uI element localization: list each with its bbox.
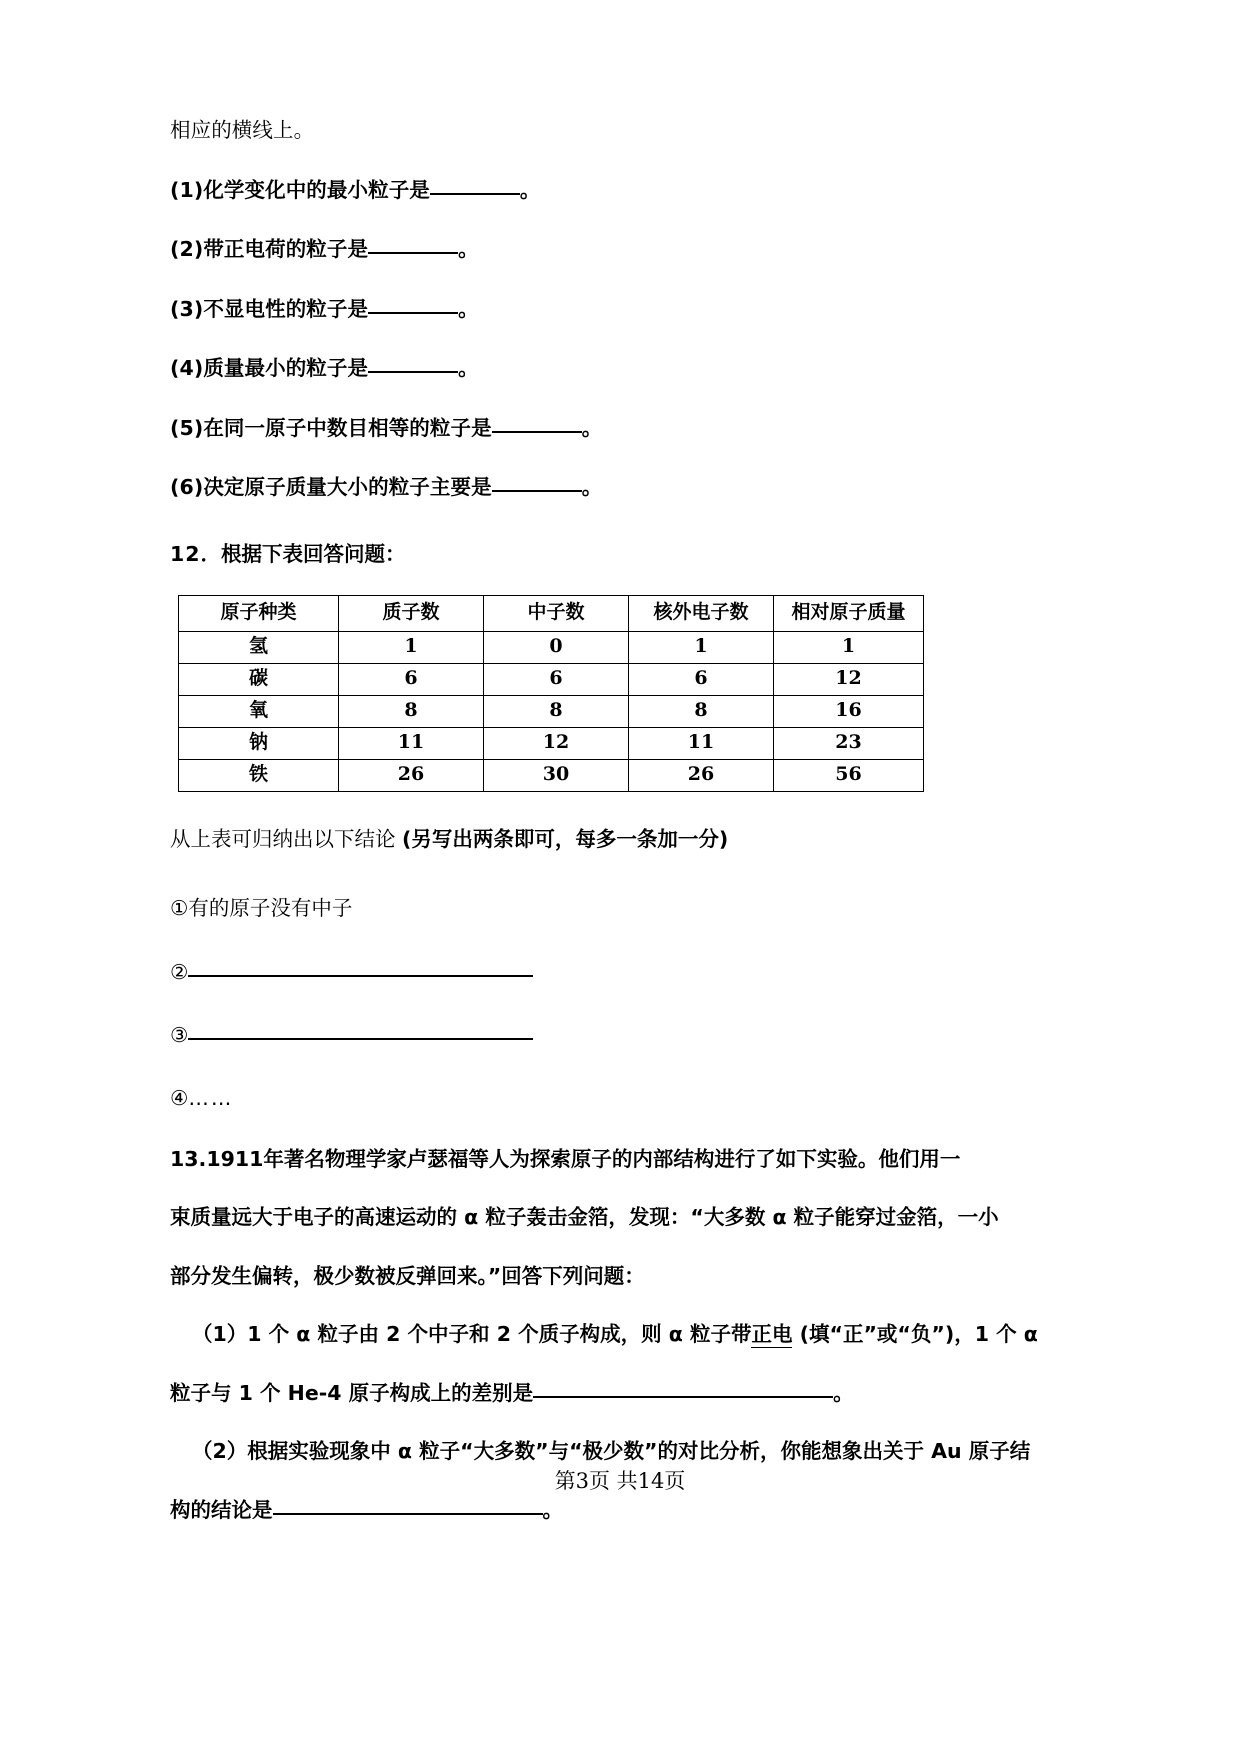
answer-blank-4[interactable]	[368, 371, 458, 373]
sub2-label: （2）	[192, 1439, 248, 1463]
answer-blank-13-1[interactable]	[533, 1396, 833, 1398]
atom-properties-table	[178, 595, 924, 792]
question-13-sub-1-line-2	[170, 1380, 1090, 1405]
fill-item-6-tail: 。	[581, 475, 603, 499]
sub1-label: （1）	[192, 1322, 248, 1346]
table-header-cell: 相对原子质量	[774, 595, 924, 631]
table-cell: 8	[629, 695, 774, 727]
table-header-row	[179, 595, 924, 631]
question-13-sub-2-line-2	[170, 1497, 1090, 1522]
conclusion-item-3	[170, 1023, 1090, 1047]
table-cell: 11	[339, 727, 484, 759]
fill-item-5	[170, 415, 1090, 440]
sub1-line2-text: 粒子与 1 个 He-4 原子构成上的差别是	[170, 1380, 534, 1405]
table-cell: 6	[629, 663, 774, 695]
table-cell: 30	[484, 759, 629, 791]
conclusion-item-3-marker: ③	[170, 1022, 189, 1047]
table-cell: 0	[484, 631, 629, 663]
answer-blank-13-2[interactable]	[273, 1513, 543, 1515]
table-cell: 56	[774, 759, 924, 791]
intro-line: 相应的横线上。	[170, 118, 315, 142]
fill-item-3-label: (3)	[170, 296, 204, 321]
question-13-sub-1	[170, 1324, 1090, 1345]
table-header-cell: 原子种类	[179, 595, 339, 631]
answer-blank-conclusion-2[interactable]	[188, 975, 533, 977]
sub1-line2-tail: 。	[833, 1380, 854, 1405]
table-cell: 铁	[179, 759, 339, 791]
fill-item-1	[170, 177, 1090, 202]
question-12-separator: ．	[200, 541, 222, 566]
fill-item-3-tail: 。	[458, 296, 479, 321]
question-13-line2-text: 束质量远大于电子的高速运动的 α 粒子轰击金箔，发现：“大多数 α 粒子能穿过金箔，一小	[170, 1205, 999, 1229]
sub1-answer-underlined: 正电	[751, 1322, 793, 1346]
conclusion-lead: 从上表可归纳出以下结论	[170, 826, 403, 851]
sub1-text-b: (填“正”或“负”)，1 个 α	[792, 1322, 1038, 1346]
question-13-sub-2	[170, 1441, 1090, 1462]
fill-item-5-text: 在同一原子中数目相等的粒子是	[203, 415, 492, 440]
table-cell: 23	[774, 727, 924, 759]
page-footer: 第3页 共14页	[554, 1469, 686, 1493]
sub2-line2-tail: 。	[542, 1497, 563, 1522]
table-row	[179, 727, 924, 759]
conclusion-item-4-text: ……	[188, 1085, 234, 1110]
sub2-text-a: 根据实验现象中 α 粒子“大多数”与“极少数”的对比分析，你能想象出关于 Au 原子结	[247, 1439, 1031, 1463]
fill-item-1-label: (1)	[170, 177, 204, 202]
fill-item-6-label: (6)	[170, 475, 204, 499]
table-cell: 12	[484, 727, 629, 759]
table-cell: 6	[484, 663, 629, 695]
conclusion-item-1	[170, 891, 1090, 921]
fill-item-5-label: (5)	[170, 415, 204, 440]
question-13-line-2	[170, 1207, 1090, 1228]
table-row	[179, 631, 924, 663]
question-13-number: 13.1911	[170, 1146, 264, 1171]
table-cell: 12	[774, 663, 924, 695]
answer-blank-5[interactable]	[492, 431, 582, 433]
fill-item-2	[170, 239, 1090, 260]
fill-item-6	[170, 477, 1090, 498]
fill-item-2-text: 带正电荷的粒子是	[203, 237, 369, 261]
fill-item-4-tail: 。	[458, 356, 479, 380]
table-cell: 1	[339, 631, 484, 663]
table-cell: 11	[629, 727, 774, 759]
answer-blank-3[interactable]	[368, 312, 458, 314]
conclusion-item-4	[170, 1086, 1090, 1110]
conclusion-item-1-marker: ①	[170, 895, 189, 920]
conclusion-item-1-text: 有的原子没有中子	[188, 895, 353, 920]
fill-item-6-text: 决定原子质量大小的粒子主要是	[203, 475, 492, 499]
table-cell: 氢	[179, 631, 339, 663]
question-12-heading	[170, 537, 1090, 567]
fill-item-3	[170, 296, 1090, 321]
table-cell: 26	[339, 759, 484, 791]
conclusion-paren: (另写出两条即可，每多一条加一分)	[402, 826, 729, 851]
question-13-line-1	[170, 1146, 1090, 1171]
answer-blank-1[interactable]	[430, 193, 520, 195]
table-row	[179, 695, 924, 727]
fill-item-4-label: (4)	[170, 356, 204, 380]
question-12-number: 12	[170, 541, 201, 566]
question-12-title: 根据下表回答问题：	[221, 541, 406, 566]
fill-item-3-text: 不显电性的粒子是	[203, 296, 369, 321]
conclusion-item-2-marker: ②	[170, 959, 189, 984]
question-13-line3-text: 部分发生偏转，极少数被反弹回来。”回答下列问题：	[170, 1263, 645, 1288]
table-cell: 26	[629, 759, 774, 791]
fill-item-1-tail: 。	[519, 177, 541, 202]
sub1-text-a: 1 个 α 粒子由 2 个中子和 2 个质子构成，则 α 粒子带	[247, 1322, 752, 1346]
fill-item-4	[170, 358, 1090, 379]
answer-blank-6[interactable]	[492, 490, 582, 492]
table-cell: 1	[629, 631, 774, 663]
table-header-cell: 中子数	[484, 595, 629, 631]
question-13-line1-rest: 年著名物理学家卢瑟福等人为探索原子的内部结构进行了如下实验。他们用一	[263, 1146, 961, 1171]
answer-blank-conclusion-3[interactable]	[188, 1038, 533, 1040]
table-cell: 8	[339, 695, 484, 727]
table-row	[179, 759, 924, 791]
table-cell: 8	[484, 695, 629, 727]
table-cell: 碳	[179, 663, 339, 695]
answer-blank-2[interactable]	[368, 252, 458, 254]
conclusion-instruction	[170, 822, 1090, 852]
sub2-line2-text: 构的结论是	[170, 1497, 273, 1522]
fill-item-1-text: 化学变化中的最小粒子是	[203, 177, 430, 202]
table-cell: 氧	[179, 695, 339, 727]
table-cell: 6	[339, 663, 484, 695]
table-cell: 16	[774, 695, 924, 727]
fill-item-5-tail: 。	[581, 415, 603, 440]
fill-item-2-tail: 。	[458, 237, 479, 261]
conclusion-item-4-marker: ④	[170, 1085, 189, 1110]
question-13-line-3	[170, 1263, 1090, 1288]
table-cell: 1	[774, 631, 924, 663]
table-row	[179, 663, 924, 695]
table-cell: 钠	[179, 727, 339, 759]
fill-item-2-label: (2)	[170, 237, 204, 261]
conclusion-item-2	[170, 960, 1090, 984]
table-header-cell: 核外电子数	[629, 595, 774, 631]
table-header-cell: 质子数	[339, 595, 484, 631]
fill-item-4-text: 质量最小的粒子是	[203, 356, 369, 380]
